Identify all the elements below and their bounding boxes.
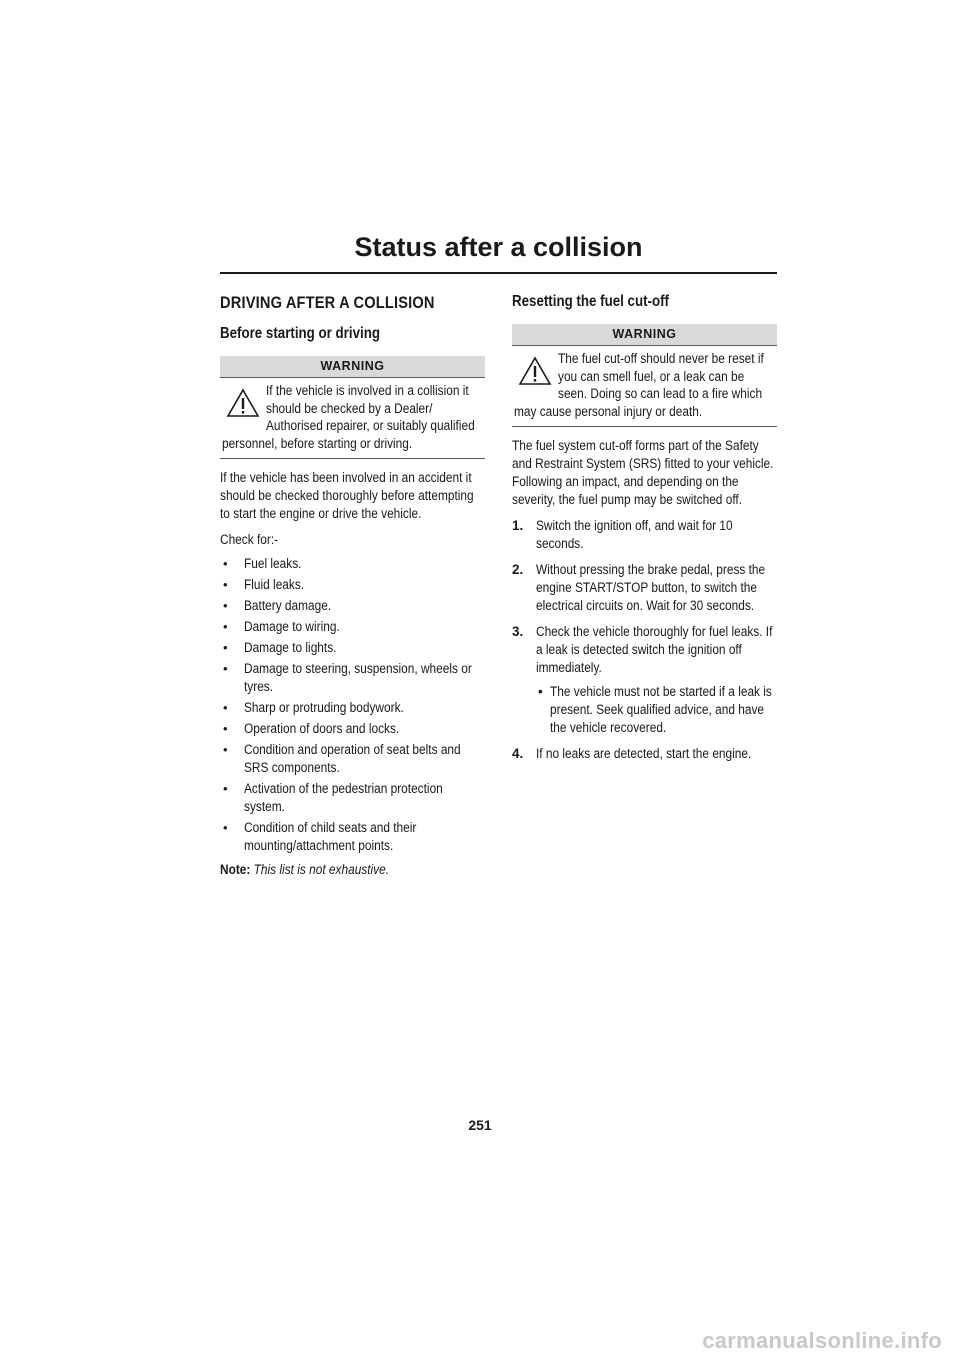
warning-box-collision	[220, 356, 485, 459]
list-item: • Condition of child seats and their mounting/attachment points.	[223, 820, 417, 853]
bullet-icon: •	[223, 661, 228, 676]
list-item: • Battery damage.	[223, 598, 332, 613]
steps-list	[512, 517, 777, 763]
checklist	[220, 555, 485, 855]
list-item: • Damage to steering, suspension, wheels or tyres.	[223, 661, 472, 694]
note-text: This list is not exhaustive.	[253, 862, 390, 877]
title-rule	[220, 272, 777, 274]
step-number: 4.	[512, 746, 524, 761]
sub-step-text: The vehicle must not be started if a leak is present. Seek qualified advice, and have the vehicle recovered.	[550, 684, 772, 735]
bullet-icon: •	[223, 700, 228, 715]
subheading-fuel-cutoff: Resetting the fuel cut-off	[512, 293, 670, 310]
step-text: Switch the ignition off, and wait for 10 seconds.	[536, 518, 733, 551]
paragraph-check-for: Check for:-	[220, 532, 279, 547]
step-number: 3.	[512, 624, 524, 639]
subheading-before-starting: Before starting or driving	[220, 325, 380, 342]
warning-label: WARNING	[220, 356, 485, 378]
paragraph-accident-check: If the vehicle has been involved in an accident it should be checked thoroughly before attempting to start the engine or drive the vehicle.	[220, 470, 474, 521]
list-item: • Condition and operation of seat belts and SRS components.	[223, 742, 461, 775]
note	[220, 861, 484, 879]
bullet-icon: •	[223, 721, 228, 736]
step-number: 1.	[512, 518, 524, 533]
warning-text: The fuel cut-off should never be reset if you can smell fuel, or a leak can be seen. Doing so can lead to a fire which may cause personal injury or death.	[514, 351, 764, 419]
warning-text: If the vehicle is involved in a collision it should be checked by a Dealer/ Authorised repairer, or suitably qualified personnel, before starting or driving.	[222, 383, 475, 451]
paragraph-fuel-system: The fuel system cut-off forms part of the Safety and Restraint System (SRS) fitted to your vehicle. Following an impact, and depending on the severity, the fuel pump may be switched off.	[512, 438, 774, 507]
left-column	[220, 290, 485, 879]
list-item: • Activation of the pedestrian protection system.	[223, 781, 443, 814]
bullet-icon: •	[223, 598, 228, 613]
warning-box-fuel	[512, 324, 777, 427]
list-item: • Operation of doors and locks.	[223, 721, 400, 736]
note-label: Note:	[220, 862, 251, 877]
step-item	[512, 623, 777, 737]
right-column	[512, 290, 777, 771]
watermark: carmanualsonline.info	[702, 1328, 942, 1353]
bullet-icon: •	[223, 742, 228, 757]
step-item	[512, 561, 777, 615]
list-item: • Damage to wiring.	[223, 619, 340, 634]
step-item	[512, 745, 777, 763]
list-item: • Damage to lights.	[223, 640, 337, 655]
sub-list-item	[536, 683, 777, 737]
bullet-icon: •	[223, 781, 228, 796]
bullet-icon: •	[223, 556, 228, 571]
section-heading: DRIVING AFTER A COLLISION	[220, 293, 435, 312]
bullet-icon: •	[223, 577, 228, 592]
list-item: • Fuel leaks.	[223, 556, 302, 571]
step-text: Check the vehicle thoroughly for fuel leaks. If a leak is detected switch the ignition off immediately.	[536, 624, 773, 675]
bullet-icon: •	[223, 640, 228, 655]
warning-label: WARNING	[512, 324, 777, 346]
step-number: 2.	[512, 562, 524, 577]
step-text: If no leaks are detected, start the engine.	[536, 746, 752, 761]
list-item: • Sharp or protruding bodywork.	[223, 700, 404, 715]
list-item: • Fluid leaks.	[223, 577, 305, 592]
step-text: Without pressing the brake pedal, press the engine START/STOP button, to switch the electrical circuits on. Wait for 30 seconds.	[536, 562, 766, 613]
bullet-icon: •	[538, 684, 543, 699]
bullet-icon: •	[223, 619, 228, 634]
step-item	[512, 517, 777, 553]
page-title: Status after a collision	[354, 232, 643, 262]
page-number: 251	[468, 1117, 492, 1133]
bullet-icon: •	[223, 820, 228, 835]
